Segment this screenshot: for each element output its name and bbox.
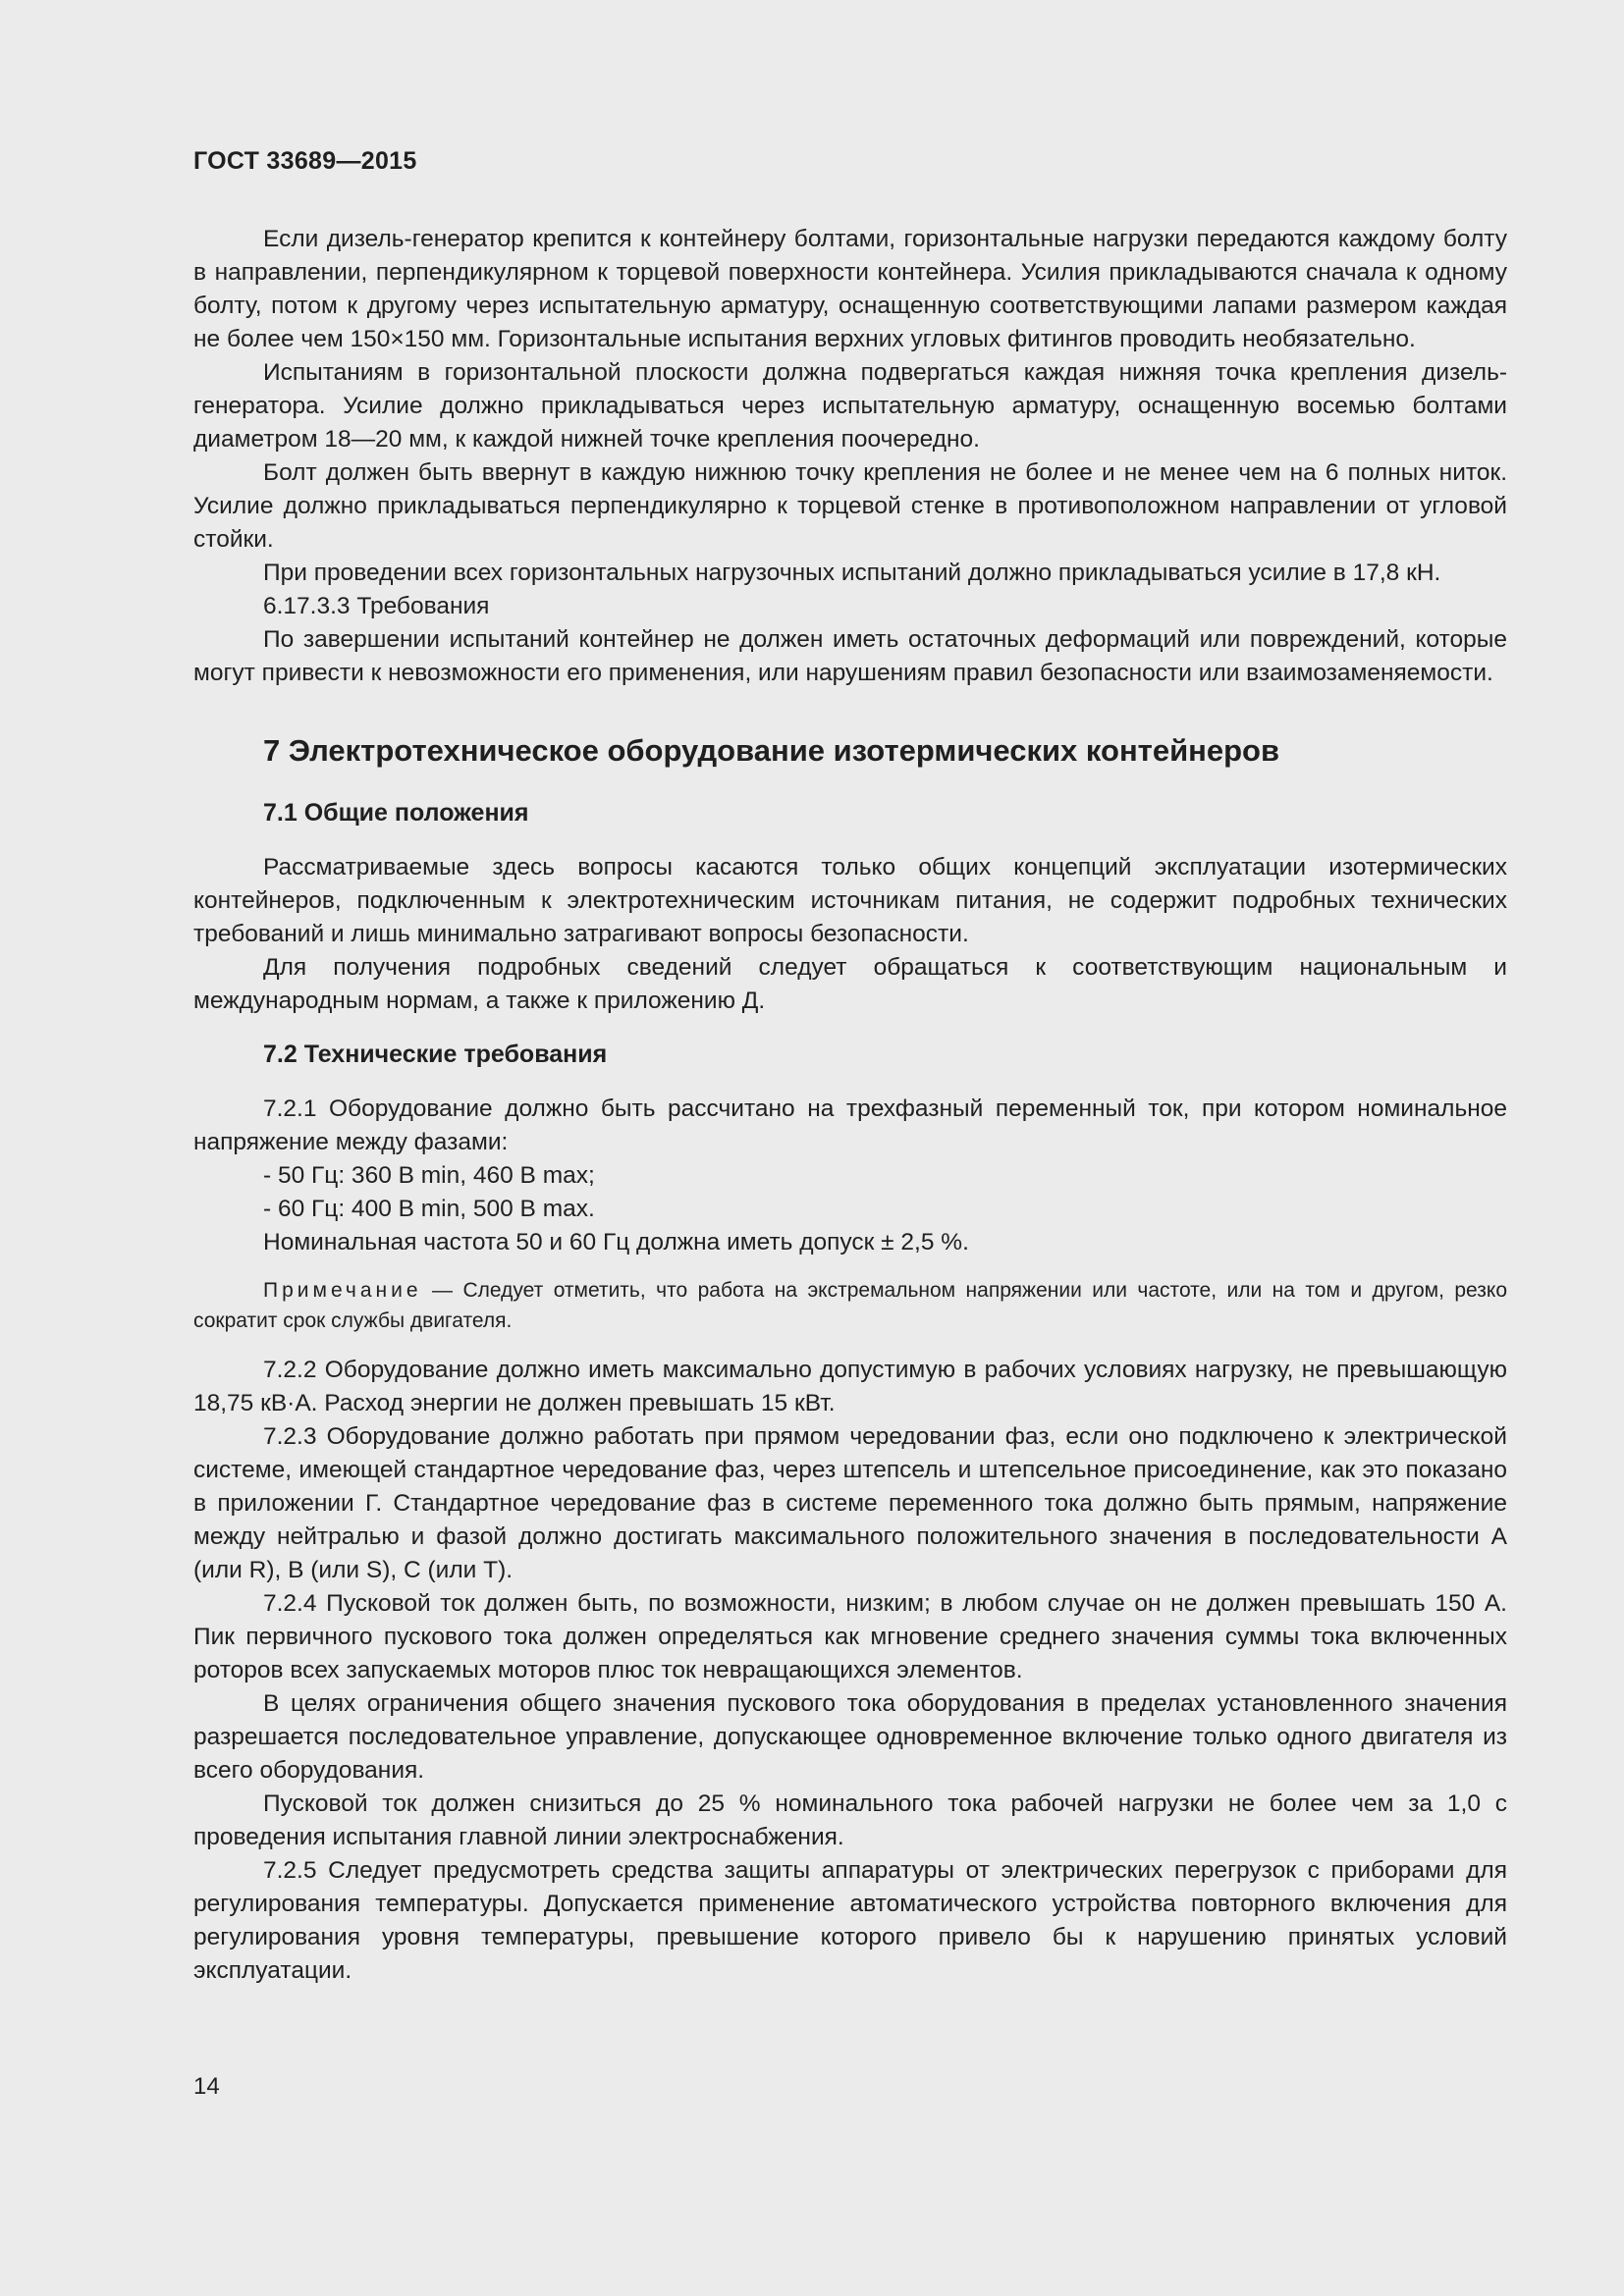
paragraph: Рассматриваемые здесь вопросы касаются только общих концепций эксплуатации изотермических контейнеров, подключенным к электротехническим источникам питания, не содержит подробных технических требований и лишь минимально затрагивают вопросы безопасности. (193, 854, 1507, 947)
paragraph: 7.2.1 Оборудование должно быть рассчитано на трехфазный переменный ток, при котором номинальное напряжение между фазами: (193, 1095, 1507, 1155)
paragraph: Испытаниям в горизонтальной плоскости должна подвергаться каждая нижняя точка крепления дизель-генератора. Усилие должно прикладываться через испытательную арматуру, оснащенную восемью болтами диаметром 18—20 мм, к каждой нижней точке крепления поочередно. (193, 359, 1507, 453)
paragraph: 7.2.4 Пусковой ток должен быть, по возможности, низким; в любом случае он не должен превышать 150 А. Пик первичного пускового тока должен определяться как мгновение среднего значения суммы тока включенных роторов всех запускаемых моторов плюс ток невращающихся элементов. (193, 1590, 1507, 1683)
note-label: Примечание (263, 1279, 422, 1302)
paragraph: При проведении всех горизонтальных нагрузочных испытаний должно прикладываться усилие в 17,8 кН. (263, 560, 1441, 586)
paragraph: Если дизель-генератор крепится к контейнеру болтами, горизонтальные нагрузки передаются каждому болту в направлении, перпендикулярном к торцевой поверхности контейнера. Усилия прикладываются сначала к одному болту, потом к другому через испытательную арматуру, оснащенную соответствующими лапами размером каждая не более чем 150×150 мм. Горизонтальные испытания верхних угловых фитингов проводить необязательно. (193, 226, 1507, 352)
subsection-title: 7.2 Технические требования (263, 1041, 608, 1068)
paragraph: В целях ограничения общего значения пускового тока оборудования в пределах установленного значения разрешается последовательное управление, допускающее одновременное включение только одного двигателя из всего оборудования. (193, 1690, 1507, 1784)
section-title: 7 Электротехническое оборудование изотермических контейнеров (263, 733, 1280, 768)
list-item: - 60 Гц: 400 В min, 500 В max. (263, 1196, 595, 1222)
paragraph: 7.2.3 Оборудование должно работать при прямом чередовании фаз, если оно подключено к электрической системе, имеющей стандартное чередование фаз, через штепсель и штепсельное присоединение, как это показано в приложении Г. Стандартное чередование фаз в системе переменного тока должно быть прямым, напряжение между нейтралью и фазой должно достигать максимального положительного значения в последовательности А (или R), В (или S), С (или Т). (193, 1423, 1507, 1583)
page-number: 14 (193, 2073, 220, 2100)
list-item: - 50 Гц: 360 В min, 460 В max; (263, 1162, 595, 1189)
document-body (193, 223, 1507, 1988)
note (193, 1275, 1507, 1336)
subclause-heading: 6.17.3.3 Требования (263, 593, 490, 619)
paragraph: Номинальная частота 50 и 60 Гц должна иметь допуск ± 2,5 %. (263, 1229, 969, 1255)
paragraph: 7.2.2 Оборудование должно иметь максимально допустимую в рабочих условиях нагрузку, не превышающую 18,75 кВ·А. Расход энергии не должен превышать 15 кВт. (193, 1357, 1507, 1416)
paragraph: 7.2.5 Следует предусмотреть средства защиты аппаратуры от электрических перегрузок с приборами для регулирования температуры. Допускается применение автоматического устройства повторного включения для регулирования уровня температуры, превышение которого привело бы к нарушению принятых условий эксплуатации. (193, 1857, 1507, 1984)
paragraph: По завершении испытаний контейнер не должен иметь остаточных деформаций или повреждений, которые могут привести к невозможности его применения, или нарушениям правил безопасности или взаимозаменяемости. (193, 626, 1507, 686)
paragraph: Болт должен быть ввернут в каждую нижнюю точку крепления не более и не менее чем на 6 полных ниток. Усилие должно прикладываться перпендикулярно к торцевой стенке в противоположном направлении от угловой стойки. (193, 459, 1507, 553)
note-text: — Следует отметить, что работа на экстремальном напряжении или частоте, или на том и другом, резко сократит срок службы двигателя. (193, 1279, 1507, 1332)
paragraph: Пусковой ток должен снизиться до 25 % номинального тока рабочей нагрузки не более чем за 1,0 с проведения испытания главной линии электроснабжения. (193, 1790, 1507, 1850)
document-header: ГОСТ 33689—2015 (193, 147, 417, 175)
subsection-title: 7.1 Общие положения (263, 799, 529, 827)
paragraph: Для получения подробных сведений следует обращаться к соответствующим национальным и международным нормам, а также к приложению Д. (193, 954, 1507, 1014)
